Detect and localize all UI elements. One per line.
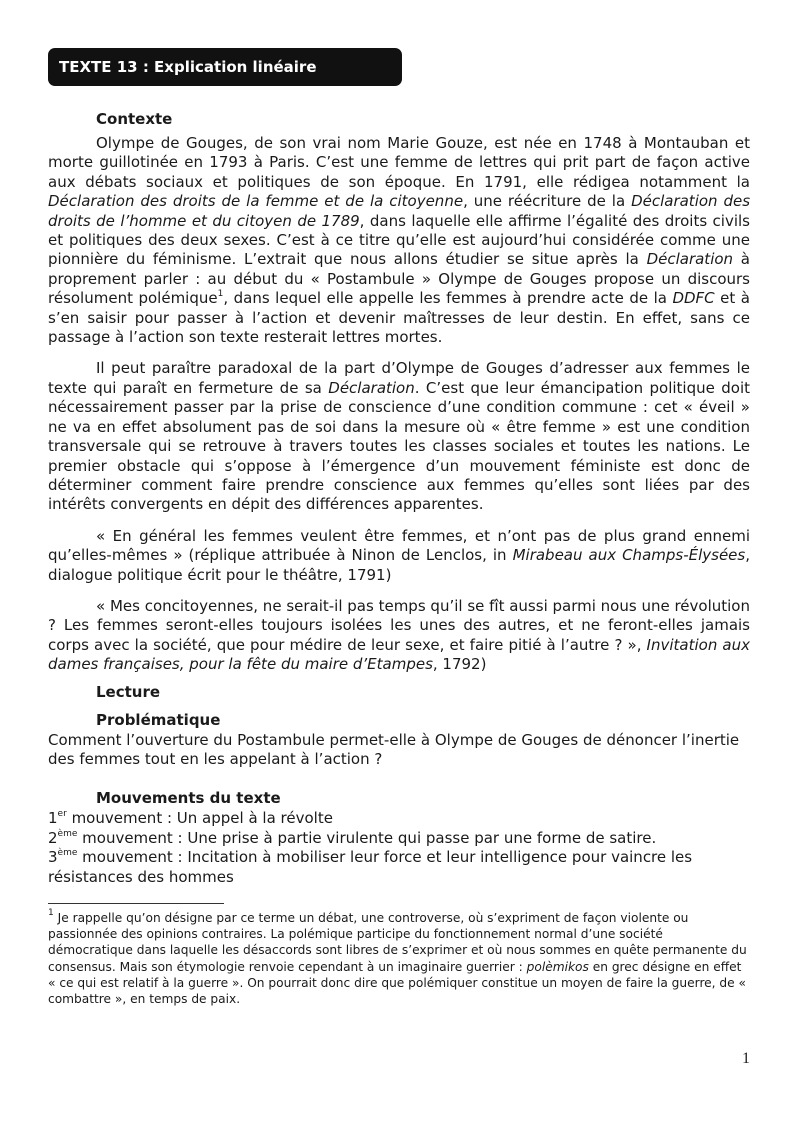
quote-ninon: « En général les femmes veulent être femmes, et n’ont pas de plus grand ennemi qu’elles-mêmes » (réplique attribuée à Ninon de Lenclos, in Mirabeau aux Champs-Élysées, dialogue politique écrit pour le théâtre, 1791) (48, 526, 751, 584)
movement-1: 1er mouvement : Un appel à la révolte (48, 809, 333, 828)
page-number: 1 (742, 1050, 750, 1067)
footnote-separator (48, 903, 224, 904)
movement-2: 2ème mouvement : Une prise à partie virulente qui passe par une forme de satire. (48, 828, 657, 847)
heading-lecture: Lecture (96, 682, 161, 701)
paragraph-context-2: Il peut paraître paradoxal de la part d’Olympe de Gouges d’adresser aux femmes le texte qui paraît en fermeture de sa Déclaration. C’est que leur émancipation politique doit nécessairement passer par la prise de conscience d’une condition commune : cet « éveil » ne va en effet absolument pas de soi dans la mesure où « être femme » est une condition transversale qui se retrouve à travers toutes les classes sociales et toutes les nations. Le premier obstacle qui s’oppose à l’émergence d’un mouvement féministe est donc de déterminer comment faire prendre conscience aux femmes qu’elles sont liées par des intérêts convergents en dépit des différences apparentes. (48, 359, 750, 514)
footnote-1: $^1$ Je rappelle qu’on désigne par ce terme un débat, une controverse, où s’expriment de façon violente ou passionnée des opinions contraires. La polémique participe du fonctionnement normal d’une société démocratique dans laquelle les désaccords sont libres de s’exprimer et où nous sommes en quête permanente du consensus. Mais son étymologie renvoie cependant à un imaginaire guerrier : polèmikos en grec désigne en effet « ce qui est relatif à la guerre ». On pourrait donc dire que polémiquer constitue un moyen de faire la guerre, de « combattre », en temps de paix. (48, 908, 747, 1007)
footnote-ref: 1 (217, 289, 224, 300)
page-title: TEXTE 13 : Explication linéaire (48, 48, 402, 86)
heading-mouvements: Mouvements du texte (96, 789, 281, 808)
quote-invitation: « Mes concitoyennes, ne serait-il pas temps qu’il se fît aussi parmi nous une révolution ? Les femmes seront-elles toujours isolées les unes des autres, et ne feront-elles jamais corps avec la société, que pour médire de leur sexe, et faire pitié à l’autre ? », Invitation aux dames françaises, pour la fête du maire d’Etampes, 1792) (48, 596, 750, 674)
movement-3: 3ème mouvement : Incitation à mobiliser leur force et leur intelligence pour vaincre les résistances des hommes (48, 848, 693, 886)
heading-contexte: Contexte (96, 110, 173, 128)
document-page (48, 48, 750, 1007)
problematique-text: Comment l’ouverture du Postambule permet-elle à Olympe de Gouges de dénoncer l’inertie des femmes tout en les appelant à l’action ? (48, 730, 740, 768)
paragraph-context-1: Olympe de Gouges, de son vrai nom Marie Gouze, est née en 1748 à Montauban et morte guillotinée en 1793 à Paris. C’est une femme de lettres qui prit part de façon active aux débats sociaux et politiques de son époque. En 1791, elle rédigea notamment la Déclaration des droits de la femme et de la citoyenne, une réécriture de la Déclaration des droits de l’homme et du citoyen de 1789, dans laquelle elle affirme l’égalité des droits civils et politiques des deux sexes. C’est à ce titre qu’elle est aujourd’hui considérée comme une pionnière du féminisme. L’extrait que nous allons étudier se situe après la Déclaration à proprement parler : au début du « Postambule » Olympe de Gouges propose un discours résolument polémique$^1$, dans lequel elle appelle les femmes à prendre acte de la DDFC et à s’en saisir pour passer à l’action et devenir maîtresses de leur destin. En effet, sans ce passage à l’action son texte resterait lettres mortes. (48, 134, 751, 347)
heading-problematique: Problématique (96, 710, 221, 729)
